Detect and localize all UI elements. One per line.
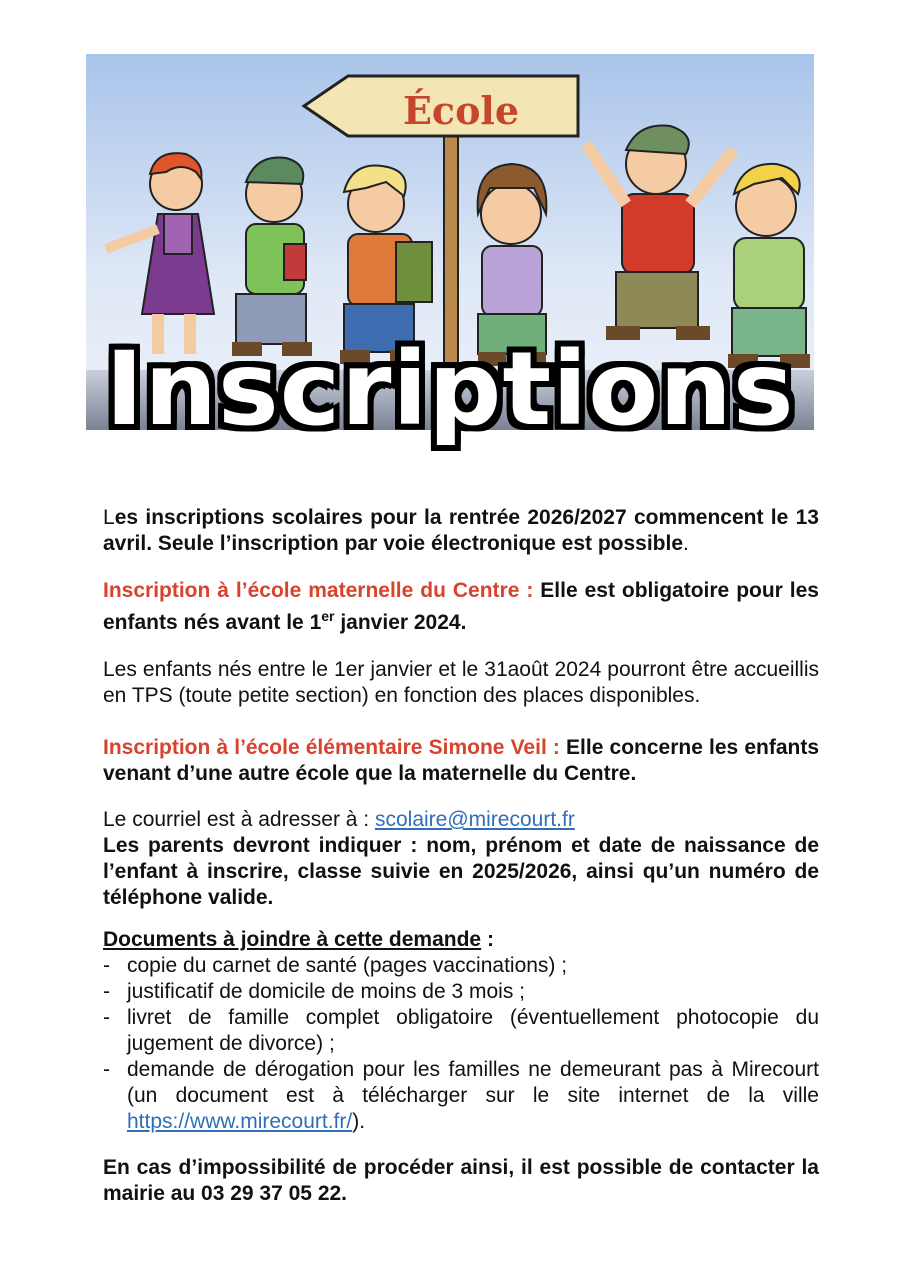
list-item	[103, 1005, 819, 1057]
banner-title: Inscriptions	[105, 330, 795, 449]
list-dash: -	[103, 1058, 110, 1081]
intro-text: es inscriptions scolaires pour la rentrée 2026/2027 commencent le 13 avril. Seule l’inscription par voie électronique est possible	[103, 506, 819, 555]
maternelle-text-after: janvier 2024.	[334, 611, 467, 634]
list-item-end: ).	[352, 1110, 366, 1133]
intro-paragraph	[103, 505, 819, 557]
maternelle-label: Inscription à l’école maternelle du Centre :	[103, 579, 534, 602]
elementaire-paragraph	[103, 735, 819, 787]
elementaire-label: Inscription à l’école élémentaire Simone Veil :	[103, 736, 560, 759]
maternelle-sup: er	[321, 608, 335, 624]
documents-heading	[103, 927, 819, 953]
email-prefix: Le courriel est à adresser à :	[103, 808, 375, 831]
list-dash: -	[103, 954, 110, 977]
elementaire-text: Elle concerne les enfants venant d’une autre école que la maternelle du Centre.	[103, 736, 819, 785]
tps-paragraph: Les enfants nés entre le 1er janvier et le 31août 2024 pourront être accueillis en TPS (toute petite section) en fonction des places disponibles.	[103, 658, 819, 707]
website-link[interactable]: https://www.mirecourt.fr/	[127, 1110, 353, 1133]
banner-illustration	[86, 54, 814, 449]
list-dash: -	[103, 980, 110, 1003]
list-item	[103, 979, 819, 1005]
documents-list	[103, 953, 819, 1135]
footer-paragraph: En cas d’impossibilité de procéder ainsi, il est possible de contacter la mairie au 03 29 37 05 22.	[103, 1156, 819, 1205]
maternelle-text: Elle est obligatoire pour les enfants nés avant le 1	[103, 579, 819, 634]
intro-end: .	[683, 532, 689, 555]
list-item	[103, 1057, 819, 1135]
parents-paragraph: Les parents devront indiquer : nom, prénom et date de naissance de l’enfant à inscrire, classe suivie en 2025/2026, ainsi qu’un numéro de téléphone valide.	[103, 834, 819, 909]
sign-text: École	[402, 88, 520, 133]
list-dash: -	[103, 1006, 110, 1029]
maternelle-paragraph	[103, 575, 819, 639]
intro-first-letter: L	[103, 506, 115, 529]
documents-heading-text: Documents à joindre à cette demande	[103, 928, 482, 951]
email-line	[103, 807, 819, 833]
list-item-text: livret de famille complet obligatoire (éventuellement photocopie du jugement de divorce) ;	[127, 1006, 819, 1055]
list-item	[103, 953, 819, 979]
list-item-text: copie du carnet de santé (pages vaccinations) ;	[127, 954, 568, 977]
list-item-text: demande de dérogation pour les familles ne demeurant pas à Mirecourt (un document est à télécharger sur le site internet de la ville	[127, 1058, 819, 1107]
list-item-text: justificatif de domicile de moins de 3 mois ;	[127, 980, 526, 1003]
email-link[interactable]: scolaire@mirecourt.fr	[374, 808, 575, 831]
documents-heading-suffix: :	[481, 928, 494, 951]
main-content	[103, 505, 819, 1207]
